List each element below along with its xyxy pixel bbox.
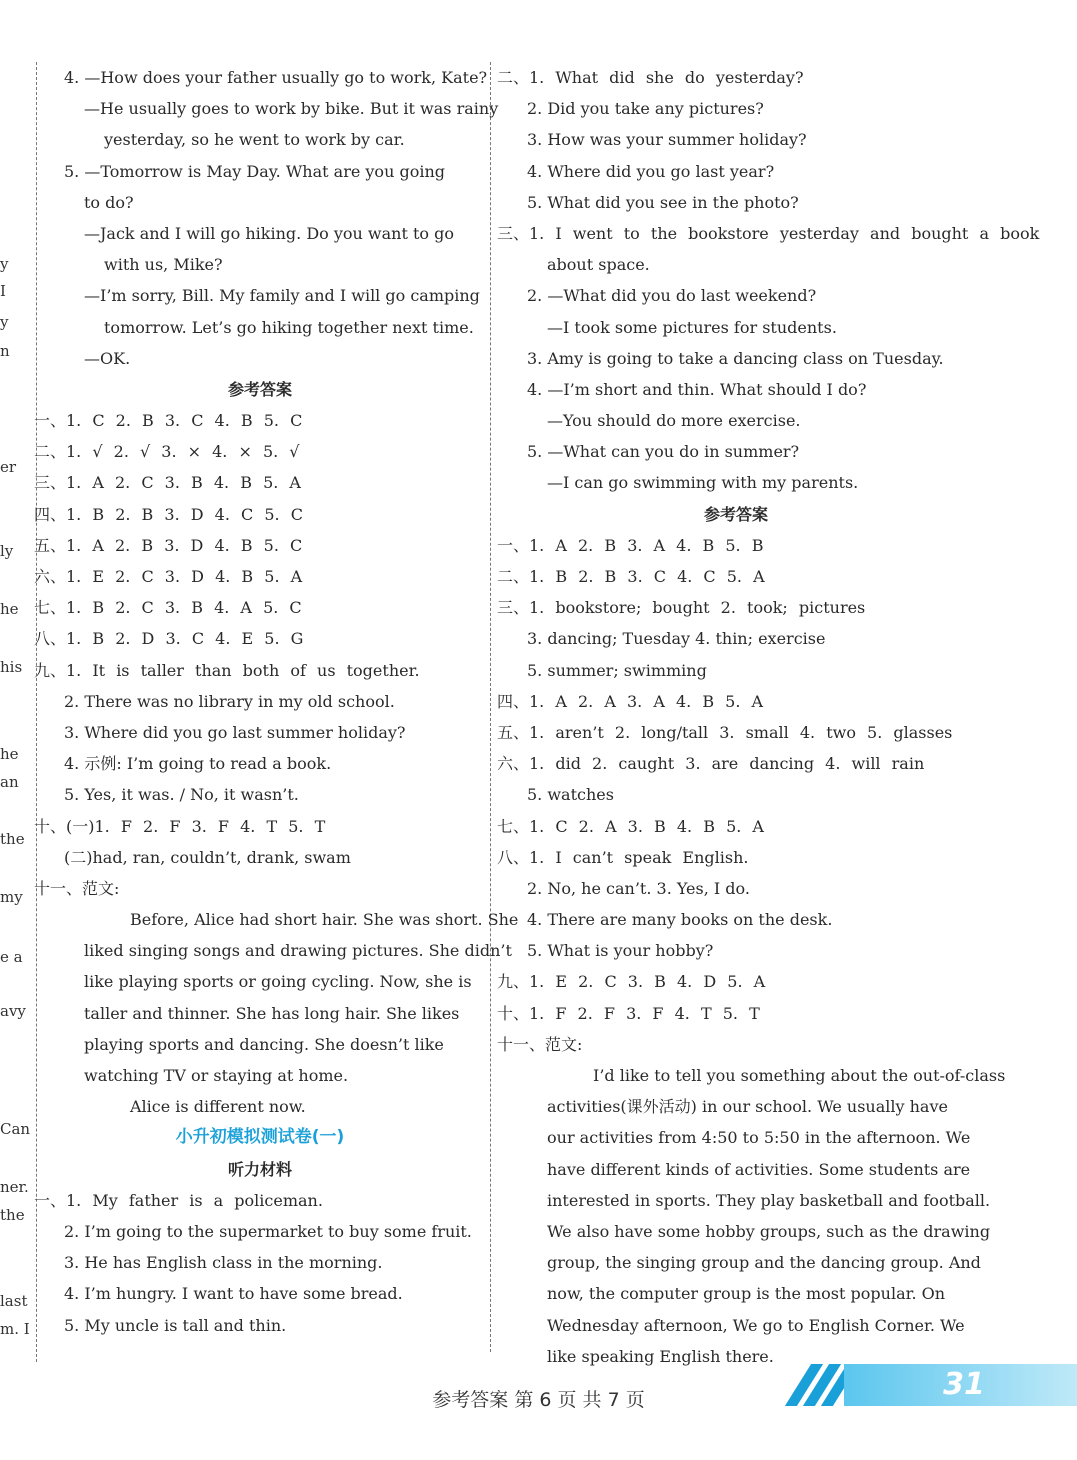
left-column-line [34,655,486,686]
left-column-text: 五、1. A 2. B 3. D 4. B 5. C [34,535,303,555]
right-column-text: 4. Where did you go last year? [527,161,775,181]
left-column-text: —OK. [84,348,131,368]
left-column-text: 2. There was no library in my old school. [64,691,395,711]
right-column-text: 六、1. did 2. caught 3. are dancing 4. will rain [497,754,925,774]
right-column-line [497,499,975,530]
left-column-text: 一、1. C 2. B 3. C 4. B 5. C [34,411,303,431]
edge-fragment: e a [0,948,23,966]
left-column-line [34,842,486,873]
left-column-line [34,592,486,623]
right-column-text: 5. watches [527,785,614,805]
left-column-line [34,249,486,280]
left-column-line [34,904,519,935]
column-divider [490,62,491,1352]
right-column-text: 5. What is your hobby? [527,941,714,961]
left-column-text: 听力材料 [227,1159,292,1179]
right-column-text: 5. summer; swimming [527,660,707,680]
right-column-line [497,1216,991,1247]
left-column-line [34,686,486,717]
left-column-text: 十、(一)1. F 2. F 3. F 4. T 5. T [34,816,326,836]
right-column-line [497,686,975,717]
right-column-text: 七、1. C 2. A 3. B 4. B 5. A [497,816,764,836]
right-column-text: 二、1. B 2. B 3. C 4. C 5. A [497,567,765,586]
footer-text: 参考答案 第 6 页 共 7 页 [432,1389,645,1411]
right-column-line [497,343,975,374]
left-column-line [34,530,486,561]
right-column-line [497,1310,975,1341]
left-column-line [34,717,486,748]
right-column-line [497,280,975,311]
edge-fragment: his [0,658,23,676]
right-column-text: 2. No, he can’t. 3. Yes, I do. [527,878,750,898]
left-column-text: 九、1. It is taller than both of us together. [34,660,420,680]
right-column-text: I’d like to tell you something about the out-of-class [593,1066,1006,1085]
left-column-line [34,467,486,498]
right-column-line [497,124,975,155]
right-column-line [497,1154,975,1185]
right-column-text: Wednesday afternoon, We go to English Corner. We [547,1315,965,1335]
left-column [34,62,519,1341]
right-column-text: have different kinds of activities. Some students are [547,1159,971,1179]
left-column-text: 八、1. B 2. D 3. C 4. E 5. G [34,629,304,649]
right-column-text: 十、1. F 2. F 3. F 4. T 5. T [497,1003,760,1023]
right-column-line [497,467,975,498]
left-column-line [34,1060,486,1091]
right-column-text: 八、1. I can’t speak English. [497,847,749,867]
right-column-line [497,249,975,280]
right-column-text: 三、1. bookstore; bought 2. took; pictures [497,598,866,618]
right-column-text: activities(课外活动) in our school. We usually have [547,1097,948,1117]
left-column-text: 3. He has English class in the morning. [64,1253,383,1273]
edge-fragment: he [0,600,19,618]
right-column [497,62,1040,1372]
left-column-text: 5. Yes, it was. / No, it wasn’t. [64,785,299,805]
right-column-text: about space. [547,255,650,275]
left-column-text: 十一、范文: [34,878,120,898]
left-column-text: with us, Mike? [104,255,223,275]
right-column-text: our activities from 4:50 to 5:50 in the afternoon. We [547,1128,971,1148]
right-column-text: 一、1. A 2. B 3. A 4. B 5. B [497,535,764,555]
right-column-text: like speaking English there. [547,1346,774,1366]
right-column-line [497,592,975,623]
right-column-line [497,218,1040,249]
edge-fragment: my [0,888,23,906]
left-column-line [34,1091,486,1122]
left-column-text: —I’m sorry, Bill. My family and I will go camping [84,286,480,306]
right-column-line [497,312,975,343]
left-column-line [34,436,486,467]
right-column-text: 三、1. I went to the bookstore yesterday and bought a book [497,223,1040,243]
left-column-text: —Jack and I will go hiking. Do you want to go [84,223,455,243]
left-column-line [34,218,486,249]
left-column-text: Alice is different now. [130,1097,306,1117]
left-column-text: 2. I’m going to the supermarket to buy some fruit. [64,1221,472,1241]
edge-fragment: avy [0,1002,26,1020]
right-column-line [497,561,975,592]
right-column-text: group, the singing group and the dancing group. And [547,1253,981,1273]
right-column-text: 二、1. What did she do yesterday? [497,68,804,87]
left-column-line [34,405,486,436]
right-column-line [497,1091,975,1122]
previous-page-edge [0,60,34,1380]
right-column-line [497,1029,975,1060]
left-column-text: to do? [84,192,134,212]
left-column-text: 一、1. My father is a policeman. [34,1190,323,1210]
left-column-line [34,280,486,311]
edge-fragment: an [0,773,19,791]
left-column-text: 4. —How does your father usually go to work, Kate? [64,68,488,87]
edge-fragment: ly [0,542,14,560]
edge-fragment: he [0,745,19,763]
edge-fragment: y [0,313,9,331]
page-number-badge [784,1364,1077,1406]
left-column-text: 3. Where did you go last summer holiday? [64,722,406,742]
left-column-text: 5. —Tomorrow is May Day. What are you going [64,161,445,181]
left-column-line [34,748,486,779]
right-column-line [497,1278,975,1309]
right-column-text: 2. —What did you do last weekend? [527,286,817,306]
right-column-line [497,998,975,1029]
left-column-line [34,1278,486,1309]
left-column-text: Before, Alice had short hair. She was short. She [130,910,519,930]
right-column-line [497,93,975,124]
left-column-line [34,811,486,842]
left-column-text: 六、1. E 2. C 3. D 4. B 5. A [34,567,303,586]
left-column-line [34,998,486,1029]
left-column-line [34,1216,486,1247]
right-column-line [497,717,975,748]
left-column-text: 4. I’m hungry. I want to have some bread. [64,1284,403,1304]
left-column-text: 小升初模拟测试卷(一) [175,1127,345,1148]
left-column-line [34,623,486,654]
edge-fragment: ner. [0,1178,29,1196]
right-column-line [497,374,975,405]
right-column-text: 4. There are many books on the desk. [527,910,833,930]
right-column-line [497,1247,981,1278]
edge-fragment: last [0,1292,28,1310]
left-column-text: 参考答案 [227,379,292,399]
right-column-line [497,904,975,935]
right-column-line [497,436,975,467]
right-column-text: —You should do more exercise. [547,411,801,431]
left-column-text: like playing sports or going cycling. Now, she is [84,972,472,992]
right-column-text: We also have some hobby groups, such as the drawing [547,1221,991,1241]
left-column-text: taller and thinner. She has long hair. She likes [84,1003,460,1023]
left-column-line [34,1154,486,1185]
right-column-text: 3. Amy is going to take a dancing class on Tuesday. [527,348,944,368]
left-column-line [34,62,486,93]
right-column-line [497,779,975,810]
right-column-line [497,62,975,93]
right-column-line [497,187,975,218]
left-column-line [34,124,486,155]
left-column-text: —He usually goes to work by bike. But it was rainy [84,99,499,119]
right-column-text: 九、1. E 2. C 3. B 4. D 5. A [497,972,766,992]
right-column-line [497,655,975,686]
right-column-line [497,1185,991,1216]
left-column-text: yesterday, so he went to work by car. [104,130,405,150]
left-column-text: tomorrow. Let’s go hiking together next time. [104,317,474,337]
right-column-text: 参考答案 [703,504,768,524]
edge-fragment: Can [0,1120,31,1138]
edge-fragment: I [0,282,6,300]
left-column-line [34,1310,486,1341]
left-column-line [34,1247,486,1278]
left-column-text: 四、1. B 2. B 3. D 4. C 5. C [34,504,303,524]
right-column-line [497,873,975,904]
right-column-line [497,156,975,187]
edge-fragment: n [0,342,10,360]
right-column-line [497,1060,1006,1091]
right-column-line [497,623,975,654]
right-column-text: —I can go swimming with my parents. [547,473,859,493]
right-column-text: —I took some pictures for students. [547,317,837,337]
right-column-line [497,405,975,436]
right-column-text: 四、1. A 2. A 3. A 4. B 5. A [497,691,764,711]
left-column-text: 5. My uncle is tall and thin. [64,1315,287,1335]
right-column-line [497,530,975,561]
right-column-text: 5. What did you see in the photo? [527,192,799,212]
left-column-text: watching TV or staying at home. [84,1066,349,1085]
left-column-line [34,1185,486,1216]
left-column-line [34,374,486,405]
left-column-line [34,187,486,218]
left-column-line [34,1029,486,1060]
left-column-line [34,1122,486,1153]
left-column-text: playing sports and dancing. She doesn’t like [84,1034,444,1054]
left-column-line [34,343,486,374]
left-column-line [34,93,499,124]
right-column-text: 4. —I’m short and thin. What should I do? [527,379,867,399]
right-column-text: 十一、范文: [497,1034,583,1054]
left-column-text: 七、1. B 2. C 3. B 4. A 5. C [34,598,302,618]
right-column-text: 5. —What can you do in summer? [527,442,800,462]
right-column-line [497,966,975,997]
left-column-line [34,561,486,592]
right-column-text: interested in sports. They play basketball and football. [547,1190,991,1210]
right-column-text: now, the computer group is the most popular. On [547,1284,946,1304]
right-column-line [497,1122,975,1153]
left-column-line [34,312,486,343]
edge-fragment: y [0,255,9,273]
left-column-text: 4. 示例: I’m going to read a book. [64,754,332,774]
right-column-line [497,748,975,779]
left-column-text: liked singing songs and drawing pictures. She didn’t [84,941,512,961]
edge-fragment: the [0,1206,25,1224]
edge-fragment: er [0,458,17,476]
left-column-line [34,779,486,810]
right-column-line [497,842,975,873]
right-column-text: 3. dancing; Tuesday 4. thin; exercise [527,629,826,649]
left-column-line [34,966,486,997]
left-column-line [34,935,512,966]
right-column-line [497,811,975,842]
left-column-line [34,156,486,187]
page-number: 31 [943,1367,985,1402]
right-column-text: 五、1. aren’t 2. long/tall 3. small 4. two 5. glasses [497,722,953,742]
left-column-text: (二)had, ran, couldn’t, drank, swam [64,847,351,867]
left-column-line [34,873,486,904]
left-column-text: 三、1. A 2. C 3. B 4. B 5. A [34,473,301,493]
edge-fragment: the [0,830,25,848]
left-column-line [34,499,486,530]
right-column-text: 2. Did you take any pictures? [527,99,764,119]
right-column-text: 3. How was your summer holiday? [527,130,807,150]
left-column-text: 二、1. √ 2. √ 3. × 4. × 5. √ [34,442,300,462]
edge-fragment: m. I [0,1320,30,1338]
right-column-line [497,935,975,966]
